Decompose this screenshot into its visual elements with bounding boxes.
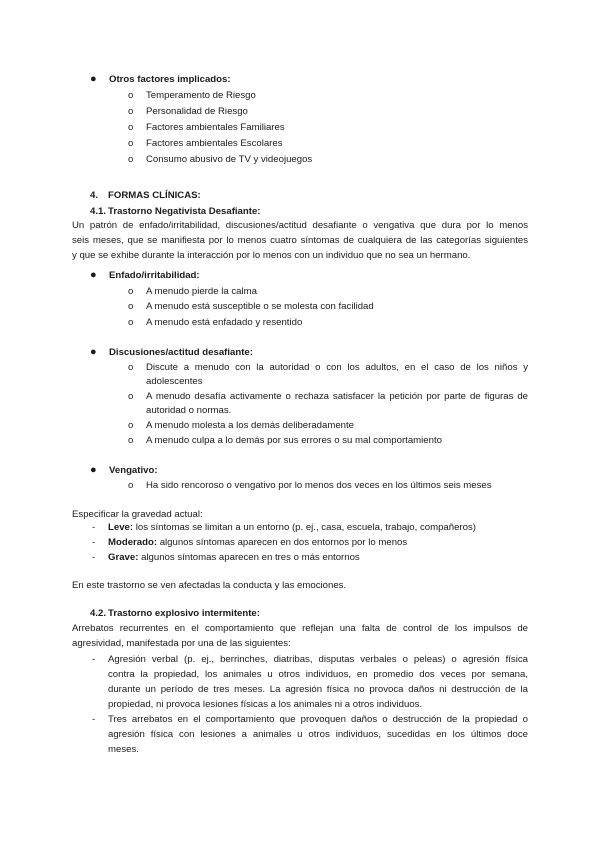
- symptom-item: Discute a menudo con la autoridad o con los adultos, en el caso de los niños y: [146, 362, 528, 373]
- severity-item: Moderado: algunos síntomas aparecen en dos entornos por lo menos: [108, 537, 408, 548]
- paragraph-line: y que se exhibe durante la interacción por lo menos con un individuo que no sea un hermano.: [72, 250, 471, 261]
- paragraph-line: Arrebatos recurrentes en el comportamiento que reflejan una falta de control de los impulsos de: [72, 623, 528, 634]
- bullet-icon: ●: [90, 346, 97, 358]
- category-heading: Discusiones/actitud desafiante:: [109, 347, 253, 358]
- criterion-line: contra la propiedad, los animales u otros individuos, en promedio dos veces por semana,: [108, 669, 528, 680]
- subsection-number: 4.1.: [90, 206, 107, 217]
- criterion-line: Agresión verbal (p. ej., berrinches, diatribas, disputas verbales o peleas) o agresión física: [108, 654, 528, 665]
- category-heading: Vengativo:: [109, 465, 158, 476]
- circle-bullet-icon: o: [128, 420, 134, 431]
- circle-bullet-icon: o: [128, 90, 134, 101]
- circle-bullet-icon: o: [128, 480, 134, 491]
- section-title: FORMAS CLÍNICAS:: [108, 190, 201, 201]
- risk-item: Personalidad de Riesgo: [146, 106, 248, 117]
- symptom-item: adolescentes: [146, 376, 203, 387]
- symptom-item: A menudo pierde la calma: [146, 286, 257, 297]
- circle-bullet-icon: o: [128, 391, 134, 402]
- risk-heading: Otros factores implicados:: [109, 74, 231, 85]
- subsection-title: Trastorno explosivo intermitente:: [108, 608, 260, 619]
- bullet-icon: ●: [90, 269, 97, 281]
- criterion-line: agresión física con lesiones a animales u otros individuos, sucedidas en los últimos doce: [108, 729, 528, 740]
- risk-item: Temperamento de Riesgo: [146, 90, 256, 101]
- circle-bullet-icon: o: [128, 286, 134, 297]
- circle-bullet-icon: o: [128, 122, 134, 133]
- circle-bullet-icon: o: [128, 106, 134, 117]
- circle-bullet-icon: o: [128, 154, 134, 165]
- criterion-line: propiedad, ni provoca lesiones físicas a los animales ni a otros individuos.: [108, 699, 423, 710]
- criterion-line: meses.: [108, 744, 139, 755]
- symptom-item: autoridad o normas.: [146, 405, 232, 416]
- bullet-icon: ●: [90, 73, 97, 85]
- symptom-item: A menudo desafía activamente o rechaza satisfacer la petición por parte de figuras de: [146, 391, 528, 402]
- risk-item: Consumo abusivo de TV y videojuegos: [146, 154, 313, 165]
- severity-intro: Especificar la gravedad actual:: [72, 509, 203, 520]
- symptom-item: Ha sido rencoroso o vengativo por lo menos dos veces en los últimos seis meses: [146, 480, 492, 491]
- paragraph-line: agresividad, manifestada por una de las siguientes:: [72, 638, 291, 649]
- category-heading: Enfado/irritabilidad:: [109, 270, 200, 281]
- criterion-line: durante un período de tres meses. La agresión física no provoca daños ni destrucción de la: [108, 684, 528, 695]
- dash-bullet-icon: -: [92, 522, 96, 533]
- risk-item: Factores ambientales Familiares: [146, 122, 285, 133]
- subsection-number: 4.2.: [90, 608, 107, 619]
- risk-item: Factores ambientales Escolares: [146, 138, 283, 149]
- severity-item: Leve: los síntomas se limitan a un entorno (p. ej., casa, escuela, trabajo, compañeros): [108, 522, 476, 533]
- bullet-icon: ●: [90, 464, 97, 476]
- severity-item: Grave: algunos síntomas aparecen en tres o más entornos: [108, 552, 360, 563]
- symptom-item: A menudo molesta a los demás deliberadamente: [146, 420, 354, 431]
- dash-bullet-icon: -: [92, 714, 96, 725]
- circle-bullet-icon: o: [128, 138, 134, 149]
- subsection-title: Trastorno Negativista Desafiante:: [108, 206, 261, 217]
- section-number: 4.: [90, 190, 99, 201]
- circle-bullet-icon: o: [128, 317, 134, 328]
- dash-bullet-icon: -: [92, 654, 96, 665]
- dash-bullet-icon: -: [92, 537, 96, 548]
- criterion-line: Tres arrebatos en el comportamiento que provoquen daños o destrucción de la propiedad o: [108, 714, 528, 725]
- circle-bullet-icon: o: [128, 435, 134, 446]
- symptom-item: A menudo está susceptible o se molesta con facilidad: [146, 301, 374, 312]
- dash-bullet-icon: -: [92, 552, 96, 563]
- circle-bullet-icon: o: [128, 362, 134, 373]
- paragraph-line: En este trastorno se ven afectadas la conducta y las emociones.: [72, 580, 347, 591]
- paragraph-line: seis meses, que se manifiesta por lo menos cuatro síntomas de cualquiera de las categorías siguientes: [72, 235, 528, 246]
- symptom-item: A menudo está enfadado y resentido: [146, 317, 303, 328]
- symptom-item: A menudo culpa a lo demás por sus errores o su mal comportamiento: [146, 435, 442, 446]
- paragraph-line: Un patrón de enfado/irritabilidad, discusiones/actitud desafiante o vengativa que dura por lo menos: [72, 220, 528, 231]
- circle-bullet-icon: o: [128, 301, 134, 312]
